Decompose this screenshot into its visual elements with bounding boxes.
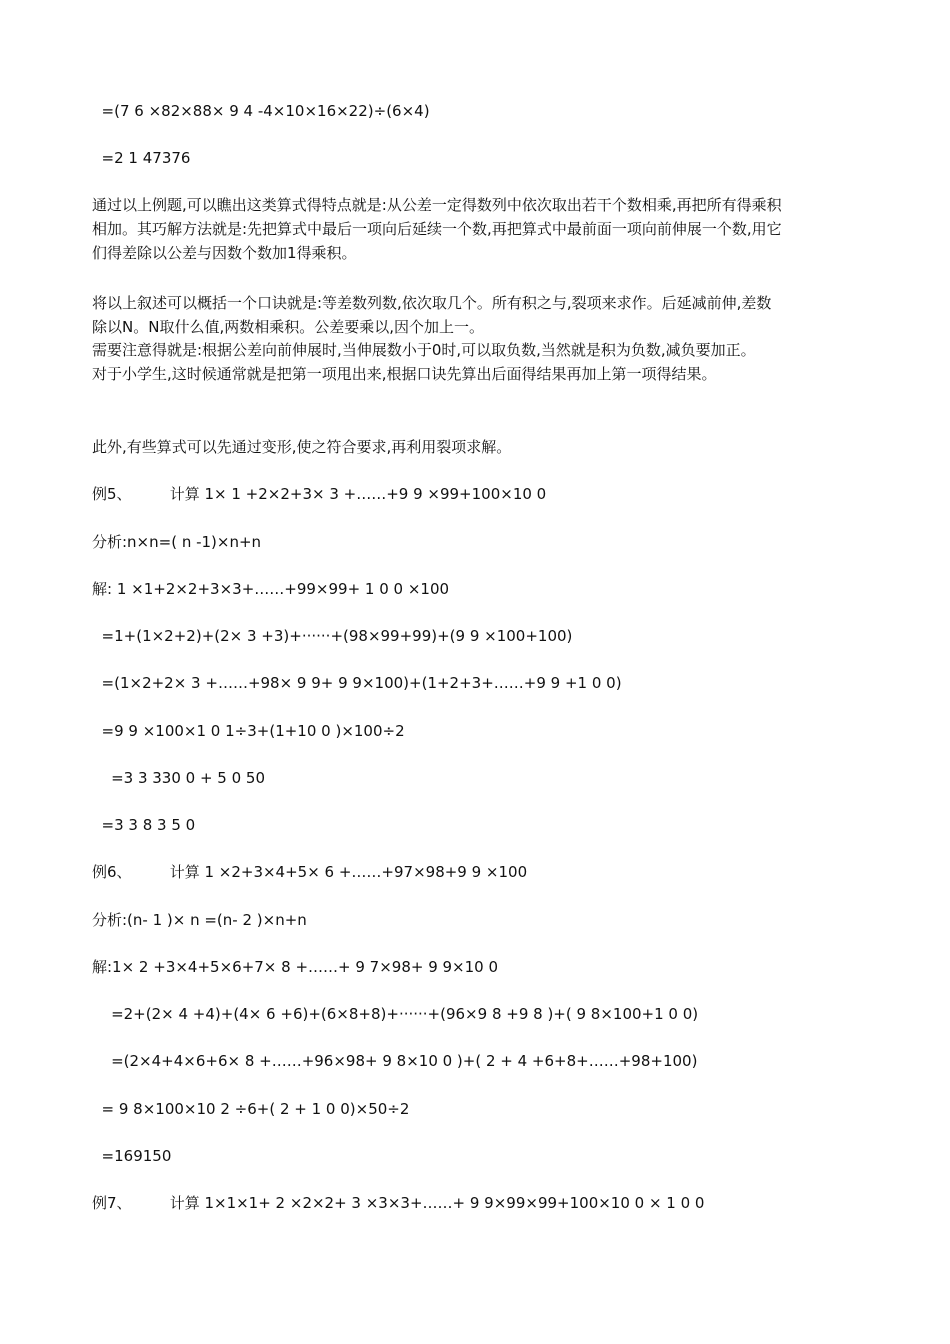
equation-line: =169150	[92, 1147, 172, 1165]
equation-line: =(7 6 ×82×88× 9 4 -4×10×16×22)÷(6×4)	[92, 102, 430, 120]
text-line: 需要注意得就是:根据公差向前伸展时,当伸展数小于0时,可以取负数,当然就是积为负数,减负要加正。	[92, 341, 756, 359]
text-line: 通过以上例题,可以瞧出这类算式得特点就是:从公差一定得数列中依次取出若干个数相乘,再把所有得乘积	[92, 196, 782, 214]
paragraph-note	[92, 338, 867, 386]
equation-line: =1+(1×2+2)+(2× 3 +3)+······+(98×99+99)+(9 9 ×100+100)	[92, 627, 573, 645]
example-5-title: 例5、 计算 1× 1 +2×2+3× 3 +……+9 9 ×99+100×10 0	[92, 485, 547, 503]
text-line: 将以上叙述可以概括一个口诀就是:等差数列数,依次取几个。所有积之与,裂项来求作。后延减前伸,差数	[92, 294, 772, 312]
text-line: 们得差除以公差与因数个数加1得乘积。	[92, 244, 357, 262]
example-5-solution: 解: 1 ×1+2×2+3×3+……+99×99+ 1 0 0 ×100	[92, 580, 450, 598]
equation-line: =2+(2× 4 +4)+(4× 6 +6)+(6×8+8)+······+(96×9 8 +9 8 )+( 9 8×100+1 0 0)	[92, 1005, 699, 1023]
example-6-analysis: 分析:(n- 1 )× n =(n- 2 )×n+n	[92, 911, 307, 929]
equation-line: =3 3 8 3 5 0	[92, 816, 196, 834]
text-line: 除以N。N取什么值,两数相乘积。公差要乘以,因个加上一。	[92, 318, 484, 336]
paragraph-method	[92, 193, 867, 265]
text-line: 对于小学生,这时候通常就是把第一项甩出来,根据口诀先算出后面得结果再加上第一项得结果。	[92, 365, 717, 383]
text-line: 相加。其巧解方法就是:先把算式中最后一项向后延续一个数,再把算式中最前面一项向前伸展一个数,用它	[92, 220, 782, 238]
equation-line: =2 1 47376	[92, 149, 191, 167]
example-6-title: 例6、 计算 1 ×2+3×4+5× 6 +……+97×98+9 9 ×100	[92, 863, 528, 881]
equation-line: =(2×4+4×6+6× 8 +……+96×98+ 9 8×10 0 )+( 2 + 4 +6+8+……+98+100)	[92, 1052, 698, 1070]
example-6-solution: 解:1× 2 +3×4+5×6+7× 8 +……+ 9 7×98+ 9 9×10 0	[92, 958, 499, 976]
paragraph-transform: 此外,有些算式可以先通过变形,使之符合要求,再利用裂项求解。	[92, 438, 512, 456]
equation-line: =9 9 ×100×1 0 1÷3+(1+10 0 )×100÷2	[92, 722, 405, 740]
example-5-analysis: 分析:n×n=( n -1)×n+n	[92, 533, 262, 551]
equation-line: =3 3 330 0 + 5 0 50	[92, 769, 266, 787]
equation-line: = 9 8×100×10 2 ÷6+( 2 + 1 0 0)×50÷2	[92, 1100, 410, 1118]
equation-line: =(1×2+2× 3 +……+98× 9 9+ 9 9×100)+(1+2+3+……+9 9 +1 0 0)	[92, 674, 622, 692]
paragraph-mnemonic	[92, 291, 867, 339]
example-7-title: 例7、 计算 1×1×1+ 2 ×2×2+ 3 ×3×3+……+ 9 9×99×99+100×10 0 × 1 0 0	[92, 1194, 705, 1212]
